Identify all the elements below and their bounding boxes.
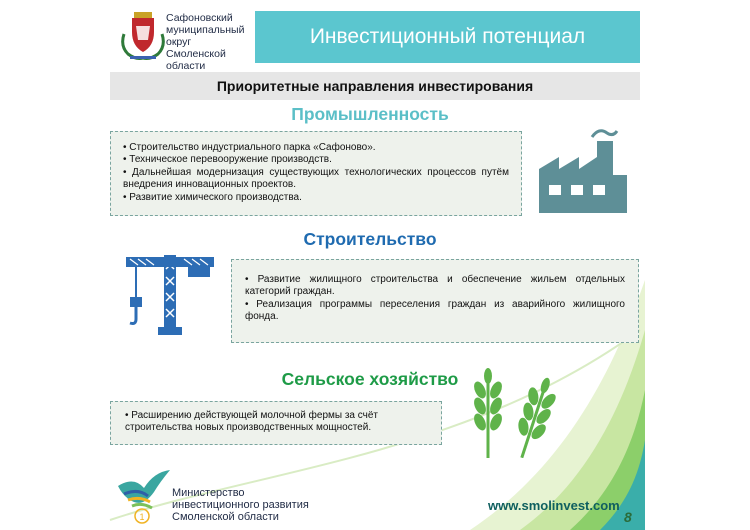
section-title-agriculture: Сельское хозяйство — [281, 369, 459, 389]
factory-icon — [537, 127, 629, 213]
agriculture-list — [110, 401, 442, 445]
list-item: • Развитие химического производства. — [123, 191, 302, 203]
section-title-construction: Строительство — [303, 229, 437, 249]
construction-list — [231, 259, 639, 343]
list-item: • Техническое перевооружение производств. — [123, 154, 332, 166]
org-name-line: Сафоновский — [166, 12, 233, 24]
ministry-name-line: Смоленской области — [172, 511, 279, 523]
org-name-line: области — [166, 60, 206, 72]
website-link[interactable]: www.smolinvest.com — [488, 498, 620, 513]
crane-icon — [124, 249, 216, 335]
ministry-logo-icon — [114, 466, 172, 524]
page-title: Инвестиционный потенциал — [255, 11, 640, 63]
ministry-name — [172, 487, 332, 523]
industry-list — [110, 131, 522, 216]
section-subheader: Приоритетные направления инвестирования — [110, 72, 640, 100]
svg-text:1: 1 — [139, 512, 145, 522]
wheat-icon — [466, 368, 562, 458]
list-item: • Расширению действующей молочной фермы за счёт строительства новых производственных мощностей. — [125, 410, 379, 434]
ministry-name-line: Министерство — [172, 487, 245, 499]
list-item: • Строительство индустриального парка «Сафоново». — [123, 142, 376, 153]
ministry-name-line: инвестиционного развития — [172, 499, 309, 511]
coat-of-arms-icon — [120, 12, 166, 62]
list-item: • Реализация программы переселения граждан из аварийного жилищного фонда. — [245, 298, 625, 323]
page-number: 8 — [624, 509, 632, 525]
list-item: • Дальнейшая модернизация существующих технологических процессов путём внедрения инновационных проектов. — [123, 166, 509, 191]
org-name-line: Смоленской — [166, 48, 226, 60]
org-name-line: муниципальный — [166, 24, 245, 36]
org-name — [166, 12, 256, 72]
org-name-line: округ — [166, 36, 192, 48]
section-title-industry: Промышленность — [291, 104, 449, 124]
list-item: • Развитие жилищного строительства и обеспечение жильем отдельных категорий граждан. — [245, 274, 625, 298]
